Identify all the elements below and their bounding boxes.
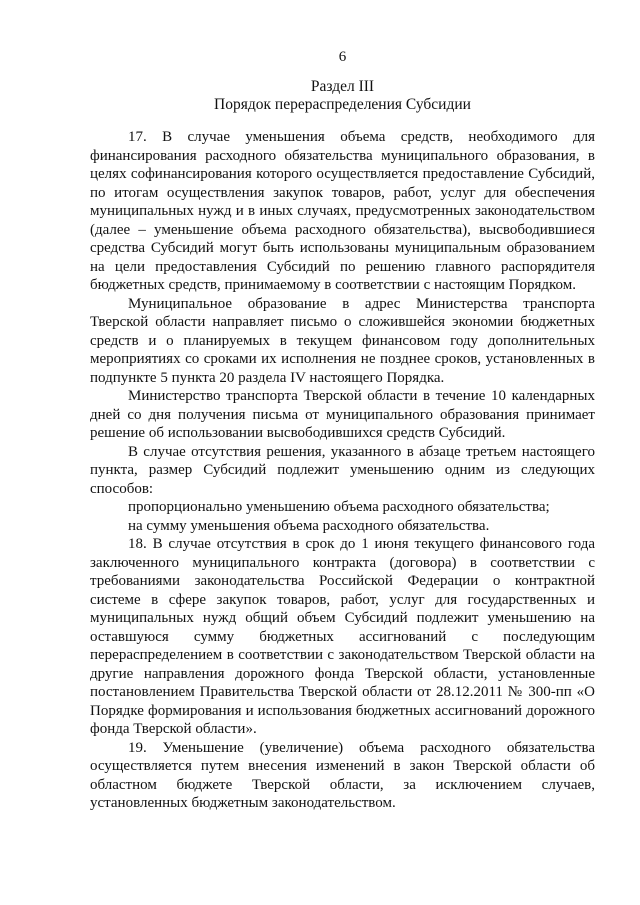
paragraph-17-no-decision: В случае отсутствия решения, указанного в абзаце третьем настоящего пункта, размер Субсидий подлежит уменьшению одним из следующих способов: xyxy=(90,443,595,497)
list-item-proportional: пропорционально уменьшению объема расходного обязательства; xyxy=(128,499,550,515)
paragraph-17-notification: Муниципальное образование в адрес Министерства транспорта Тверской области направляет письмо о сложившейся экономии бюджетных средств и о планируемых в текущем финансовом году дополнительных мероприятиях со сроками их исполнения не позднее сроков, установленных в подпункте 5 пункта 20 раздела IV настоящего Порядка. xyxy=(90,295,595,386)
list-item-amount: на сумму уменьшения объема расходного обязательства. xyxy=(128,517,490,534)
paragraph-17: 17. В случае уменьшения объема средств, необходимого для финансирования расходного обязательства муниципального образования, в целях софинансирования которого осуществляется предоставление Субсидий, по итогам осуществления закупок товаров, работ, услуг для обеспечения муниципальных нужд и в иных случаях, предусмотренных законодательством (далее – уменьшение объема расходного обязательства), высвободившиеся средства Субсидий могут быть использованы муниципальным образованием на цели предоставления Субсидий по решению главного распорядителя бюджетных средств, принимаемому в соответствии с настоящим Порядком. xyxy=(90,129,595,293)
document-body xyxy=(90,128,595,813)
page-number: 6 xyxy=(338,49,347,65)
section-label: Раздел III xyxy=(310,78,375,95)
document-page xyxy=(90,48,595,813)
paragraph-18: 18. В случае отсутствия в срок до 1 июня текущего финансового года заключенного муниципального контракта (договора) в соответствии с требованиями законодательства Российской Федерации о контрактной системе в сфере закупок товаров, работ, услуг для государственных и муниципальных нужд общий объем Субсидий подлежит уменьшению на оставшуюся сумму бюджетных ассигнований с последующим перераспределением в соответствии с законодательством Тверской области на другие направления дорожного фонда Тверской области, установленные постановлением Правительства Тверской области от 28.12.2011 № 300-пп «О Порядке формирования и использования бюджетных ассигнований дорожного фонда Тверской области». xyxy=(90,536,595,737)
section-title: Порядок перераспределения Субсидии xyxy=(214,96,471,113)
paragraph-19: 19. Уменьшение (увеличение) объема расходного обязательства осуществляется путем внесения изменений в закон Тверской области об областном бюджете Тверской области, за исключением случаев, установленных бюджетным законодательством. xyxy=(90,739,595,811)
paragraph-17-decision: Министерство транспорта Тверской области в течение 10 календарных дней со дня получения письма от муниципального образования принимает решение об использовании высвободившихся средств Субсидий. xyxy=(90,388,595,441)
